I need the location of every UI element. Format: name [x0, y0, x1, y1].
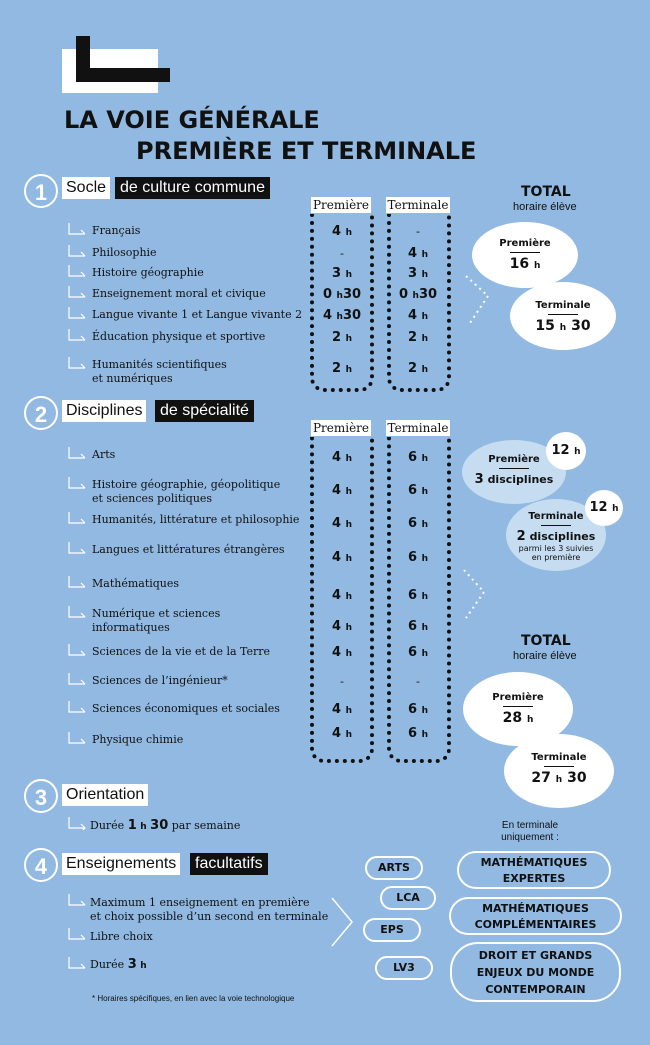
- s2-spec-terminale-hours: 12: [589, 500, 608, 515]
- term-opt-2-line-2: COMPLÉMENTAIRES: [474, 918, 597, 931]
- s4-row-2: Libre choix: [90, 930, 153, 943]
- s4-terminal-note-1: En terminale: [501, 820, 559, 831]
- s4-duree-value: 3: [127, 957, 137, 972]
- s1-col-premiere: Première: [312, 198, 370, 212]
- s1-terminale-value: 4 h: [408, 246, 428, 261]
- s2-premiere-value: 4 h: [332, 726, 352, 741]
- s1-row-label: Éducation physique et sportive: [92, 330, 266, 343]
- section-4-label-b: facultatifs: [190, 853, 268, 875]
- term-opt-maths-complementaires: [449, 897, 622, 935]
- s2-terminale-value: 6 h: [408, 516, 428, 531]
- s4-duree-label: Durée: [90, 958, 125, 971]
- section-1-label-b: de culture commune: [115, 177, 270, 199]
- s1-row-label: Français: [92, 224, 141, 237]
- s1-row-label: Enseignement moral et civique: [92, 287, 266, 300]
- s2-premiere-value: 4 h: [332, 483, 352, 498]
- s2-terminale-value: 6 h: [408, 450, 428, 465]
- s4-duree-unit: h: [140, 961, 147, 971]
- arrow-icon: [68, 927, 86, 941]
- s3-row: [90, 819, 240, 834]
- s1-row-label: Langue vivante 1 et Langue vivante 2: [92, 308, 303, 321]
- s2-terminale-value: 6 h: [408, 550, 428, 565]
- option-arts: ARTS: [365, 856, 423, 880]
- s2-terminale-value: 6 h: [408, 702, 428, 717]
- s2-spec-premiere-label: Première: [488, 454, 540, 465]
- arrow-icon: [68, 731, 86, 745]
- s1-terminale-value: 2 h: [408, 330, 428, 345]
- s2-spec-terminale-label: Terminale: [528, 511, 584, 522]
- s1-terminale-value: -: [416, 225, 420, 238]
- term-opt-droit: [450, 942, 621, 1002]
- s2-total-premiere-label: Première: [492, 692, 544, 703]
- s2-spec-terminale-hours-bubble: [585, 490, 623, 526]
- arrow-icon: [68, 575, 86, 589]
- s2-row-label: Humanités, littérature et philosophie: [92, 513, 300, 526]
- s2-premiere-value: 4 h: [332, 550, 352, 565]
- s2-premiere-value: -: [340, 675, 344, 688]
- s4-connector-icon: [330, 896, 356, 950]
- s2-connector-icon: [460, 566, 500, 622]
- section-3-label: Orientation: [62, 784, 148, 806]
- s1-total-terminale-minutes: 30: [571, 318, 591, 334]
- s2-row-label: Sciences de la vie et de la Terre: [92, 645, 271, 658]
- s1-total-premiere-bubble: [472, 222, 578, 288]
- term-opt-1-line-2: EXPERTES: [502, 872, 566, 885]
- s4-terminal-note-2: uniquement :: [501, 832, 559, 843]
- section-2-label-b: de spécialité: [155, 400, 254, 422]
- s2-terminale-value: 6 h: [408, 619, 428, 634]
- s1-row-label: Philosophie: [92, 246, 157, 259]
- s1-terminale-value: 3 h: [408, 266, 428, 281]
- arrow-icon: [68, 605, 86, 619]
- option-lv3: LV3: [375, 956, 433, 980]
- arrow-icon: [68, 328, 86, 342]
- s2-row-label: Sciences de l’ingénieur*: [92, 674, 228, 687]
- s3-duree-suffix: par semaine: [171, 819, 241, 832]
- s1-total-premiere-unit: h: [533, 261, 541, 271]
- s2-row-label: Numérique et sciences informatiques: [92, 607, 221, 634]
- s2-premiere-value: 4 h: [332, 645, 352, 660]
- s1-terminale-value: 2 h: [408, 361, 428, 376]
- s2-premiere-value: 4 h: [332, 588, 352, 603]
- s1-terminale-value: 4 h: [408, 308, 428, 323]
- s2-premiere-value: 4 h: [332, 516, 352, 531]
- term-opt-1-line-1: MATHÉMATIQUES: [480, 856, 588, 869]
- s2-spec-terminale-note1: parmi les 3 suivies: [518, 544, 594, 553]
- s2-col-premiere: Première: [312, 421, 370, 435]
- s2-col-terminale: Terminale: [387, 421, 449, 435]
- s2-total-title: TOTAL: [521, 633, 571, 649]
- s1-col-terminale: Terminale: [387, 198, 449, 212]
- s2-terminale-value: 6 h: [408, 726, 428, 741]
- arrow-icon: [68, 222, 86, 236]
- s1-premiere-value: 4 h: [332, 224, 352, 239]
- arrow-icon: [68, 264, 86, 278]
- section-4-number: 4: [24, 848, 58, 882]
- arrow-icon: [68, 511, 86, 525]
- s4-row-1: Maximum 1 enseignement en première: [90, 896, 310, 909]
- s2-total-premiere-value: 28: [502, 710, 523, 726]
- s2-spec-premiere-hours-bubble: [546, 432, 586, 470]
- arrow-icon: [68, 356, 86, 370]
- s1-total-terminale-label: Terminale: [535, 300, 591, 311]
- s3-duree-hours: 1: [127, 818, 137, 833]
- s1-total-sub: horaire élève: [513, 201, 577, 213]
- s1-premiere-value: 2 h: [332, 330, 352, 345]
- section-2-label-a: Disciplines: [62, 400, 146, 422]
- s1-total-terminale-hours: 15: [535, 318, 555, 334]
- s2-premiere-value: 4 h: [332, 702, 352, 717]
- s4-duree: [90, 958, 147, 973]
- arrow-icon: [68, 541, 86, 555]
- term-opt-maths-expertes: [457, 851, 611, 889]
- s2-total-terminale-label: Terminale: [531, 752, 587, 763]
- s1-row-label: Histoire géographie: [92, 266, 204, 279]
- s3-duree-unit: h: [140, 822, 147, 832]
- arrow-icon: [68, 816, 86, 830]
- s1-row-label: Humanités scientifiques et numériques: [92, 358, 227, 385]
- section-1-number: 1: [24, 174, 58, 208]
- arrow-icon: [68, 893, 86, 907]
- section-4-label-a: Enseignements: [62, 853, 180, 875]
- option-lca: LCA: [380, 886, 436, 910]
- s2-total-terminale-bubble: [504, 734, 614, 808]
- s2-row-label: Langues et littératures étrangères: [92, 543, 285, 556]
- s1-total-terminale-bubble: [510, 282, 616, 350]
- arrow-icon: [68, 956, 86, 970]
- term-opt-3-line-1: DROIT ET GRANDS: [478, 949, 593, 962]
- s2-row-label: Mathématiques: [92, 577, 180, 590]
- s2-row-label: Sciences économiques et sociales: [92, 702, 280, 715]
- arrow-icon: [68, 672, 86, 686]
- s2-total-premiere-unit: h: [526, 715, 534, 725]
- term-opt-2-line-1: MATHÉMATIQUES: [482, 902, 589, 915]
- s4-terminal-note: [455, 820, 605, 844]
- footnote: * Horaires spécifiques, en lien avec la voie technologique: [92, 994, 295, 1003]
- s2-total-sub: horaire élève: [513, 650, 577, 662]
- arrow-icon: [68, 285, 86, 299]
- s2-spec-terminale-hours-unit: h: [612, 504, 619, 514]
- s2-spec-premiere-count: 3: [474, 472, 484, 487]
- s1-total-premiere-value: 16: [509, 256, 530, 272]
- s1-premiere-value: 4 h30: [322, 308, 362, 323]
- s2-terminale-value: 6 h: [408, 645, 428, 660]
- s1-premiere-value: 2 h: [332, 361, 352, 376]
- arrow-icon: [68, 700, 86, 714]
- s1-total-title: TOTAL: [521, 184, 571, 200]
- s2-row-label: Histoire géographie, géopolitique et sciences politiques: [92, 478, 281, 505]
- s2-spec-terminale-note2: en première: [531, 553, 581, 562]
- section-2-number: 2: [24, 396, 58, 430]
- s2-premiere-value: 4 h: [332, 619, 352, 634]
- s2-terminale-value: 6 h: [408, 588, 428, 603]
- s3-duree-label: Durée: [90, 819, 125, 832]
- arrow-icon: [68, 244, 86, 258]
- term-opt-3-line-2: ENJEUX DU MONDE: [476, 966, 595, 979]
- s2-total-terminale-minutes: 30: [567, 770, 587, 786]
- logo-l-icon: [62, 36, 172, 96]
- s2-spec-premiere-hours-unit: h: [574, 447, 581, 457]
- s2-spec-premiere-hours: 12: [551, 443, 570, 458]
- arrow-icon: [68, 643, 86, 657]
- title-line2: PREMIÈRE ET TERMINALE: [136, 137, 477, 165]
- term-opt-3-line-3: CONTEMPORAIN: [485, 983, 586, 996]
- title-line1: LA VOIE GÉNÉRALE: [64, 106, 320, 134]
- arrow-icon: [68, 476, 86, 490]
- s2-row-label: Physique chimie: [92, 733, 184, 746]
- s1-premiere-value: 3 h: [332, 266, 352, 281]
- s1-terminale-value: 0 h30: [398, 287, 438, 302]
- s2-terminale-value: 6 h: [408, 483, 428, 498]
- s2-total-terminale-unit: h: [555, 775, 563, 785]
- s1-premiere-value: 0 h30: [322, 287, 362, 302]
- s2-spec-terminale-disc: disciplines: [529, 530, 596, 543]
- s3-duree-minutes: 30: [150, 818, 169, 833]
- option-eps: EPS: [363, 918, 421, 942]
- s1-total-terminale-unit: h: [559, 323, 567, 333]
- arrow-icon: [68, 446, 86, 460]
- s2-spec-premiere-disc: disciplines: [487, 473, 554, 486]
- s2-spec-terminale-count: 2: [516, 529, 526, 544]
- s4-row-1b: et choix possible d’un second en terminale: [90, 910, 329, 923]
- arrow-icon: [68, 306, 86, 320]
- section-3-number: 3: [24, 779, 58, 813]
- section-1-label-a: Socle: [62, 177, 110, 199]
- s2-premiere-value: 4 h: [332, 450, 352, 465]
- s2-total-terminale-hours: 27: [531, 770, 551, 786]
- s2-terminale-value: -: [416, 675, 420, 688]
- s1-total-premiere-label: Première: [499, 238, 551, 249]
- s1-premiere-value: -: [340, 247, 344, 260]
- s2-row-label: Arts: [92, 448, 116, 461]
